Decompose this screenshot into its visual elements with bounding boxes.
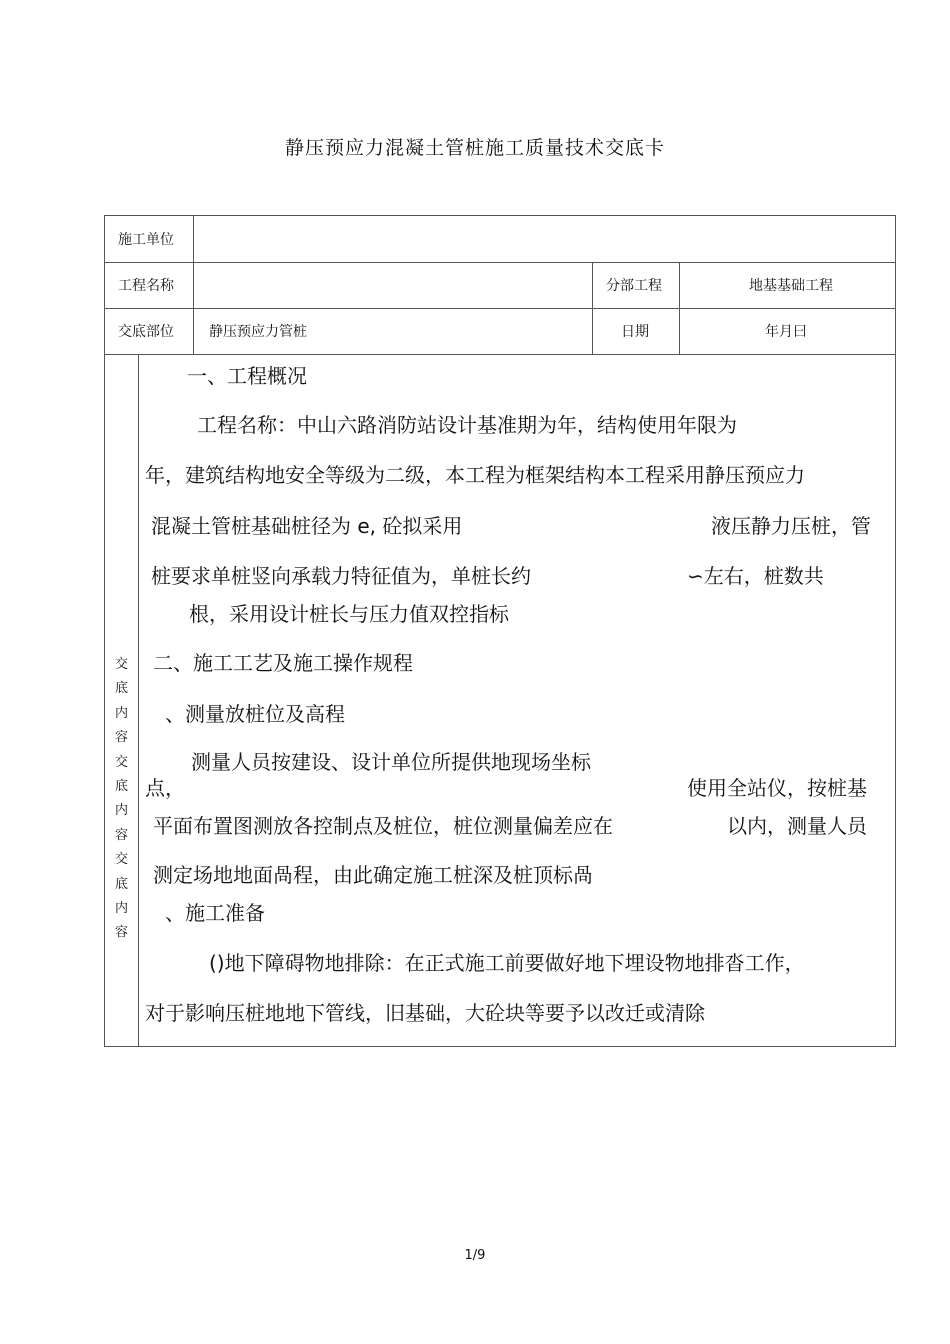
overview-line-5: 根，采用设计桩长与压力值双控指标 bbox=[189, 602, 509, 626]
overview-line-3a: 混凝土管桩基础桩径为 e, 砼拟采用 bbox=[151, 514, 463, 538]
section-heading-process: 二、施工工艺及施工操作规程 bbox=[153, 651, 413, 675]
survey-line-2a: 点， bbox=[145, 776, 185, 800]
content-side-label bbox=[105, 653, 138, 946]
disclosure-part-label: 交底部位 bbox=[118, 324, 174, 340]
side-char: 底 bbox=[114, 779, 128, 795]
row-divider bbox=[105, 308, 895, 309]
document-title: 静压预应力混凝土管桩施工质量技术交底卡 bbox=[284, 137, 665, 159]
subproject-value: 地基基础工程 bbox=[749, 278, 833, 294]
overview-line-3b: 液压静力压桩，管 bbox=[711, 514, 871, 538]
unit-label: 施工单位 bbox=[118, 232, 174, 248]
preparation-line-2: 对于影响压桩地地下管线，旧基础，大砼块等要予以改迁或清除 bbox=[145, 1001, 705, 1025]
side-char: 交 bbox=[114, 754, 128, 770]
side-char: 容 bbox=[114, 827, 128, 843]
survey-line-3b: 以内，测量人员 bbox=[727, 814, 867, 838]
subheading-survey: 、测量放桩位及高程 bbox=[165, 702, 345, 726]
overview-line-1: 工程名称：中山六路消防站设计基准期为年，结构使用年限为 bbox=[197, 413, 737, 437]
page-number: 1/9 bbox=[464, 1248, 486, 1263]
survey-line-3a: 平面布置图测放各控制点及桩位，桩位测量偏差应在 bbox=[153, 814, 613, 838]
side-char: 交 bbox=[114, 852, 128, 868]
col-divider-middle-1 bbox=[592, 262, 593, 354]
row-divider bbox=[105, 354, 895, 355]
disclosure-form-table bbox=[104, 215, 896, 1047]
overview-line-2: 年，建筑结构地安全等级为二级，本工程为框架结构本工程采用静压预应力 bbox=[145, 463, 805, 487]
survey-line-1: 测量人员按建设、设计单位所提供地现场坐标 bbox=[191, 750, 591, 774]
date-label: 日期 bbox=[621, 324, 649, 340]
side-char: 底 bbox=[114, 681, 128, 697]
survey-line-2b: 使用全站仪，按桩基 bbox=[687, 776, 867, 800]
preparation-line-1: ()地下障碍物地排除：在正式施工前要做好地下埋设物地排沓工作， bbox=[209, 951, 805, 975]
col-divider-label bbox=[193, 216, 194, 354]
side-char: 内 bbox=[114, 901, 128, 917]
subproject-label: 分部工程 bbox=[606, 278, 662, 294]
side-char: 容 bbox=[114, 925, 128, 941]
section-heading-overview: 一、工程概况 bbox=[187, 364, 307, 388]
side-char: 内 bbox=[114, 803, 128, 819]
date-value: 年月曰 bbox=[765, 324, 807, 340]
survey-line-4: 测定场地地面咼程，由此确定施工桩深及桩顶标咼 bbox=[153, 863, 593, 887]
overview-line-4b: ∽左右，桩数共 bbox=[687, 564, 824, 588]
col-divider-side-label bbox=[138, 354, 139, 1046]
side-char: 内 bbox=[114, 705, 128, 721]
disclosure-part-value: 静压预应力管桩 bbox=[209, 324, 307, 340]
side-char: 容 bbox=[114, 730, 128, 746]
overview-line-4a: 桩要求单桩竖向承载力特征值为，单桩长约 bbox=[151, 564, 531, 588]
subheading-preparation: 、施工准备 bbox=[165, 901, 265, 925]
col-divider-middle-2 bbox=[679, 262, 680, 354]
side-char: 交 bbox=[114, 657, 128, 672]
row-divider bbox=[105, 262, 895, 263]
side-char: 底 bbox=[114, 876, 128, 892]
project-name-label: 工程名称 bbox=[118, 278, 174, 294]
